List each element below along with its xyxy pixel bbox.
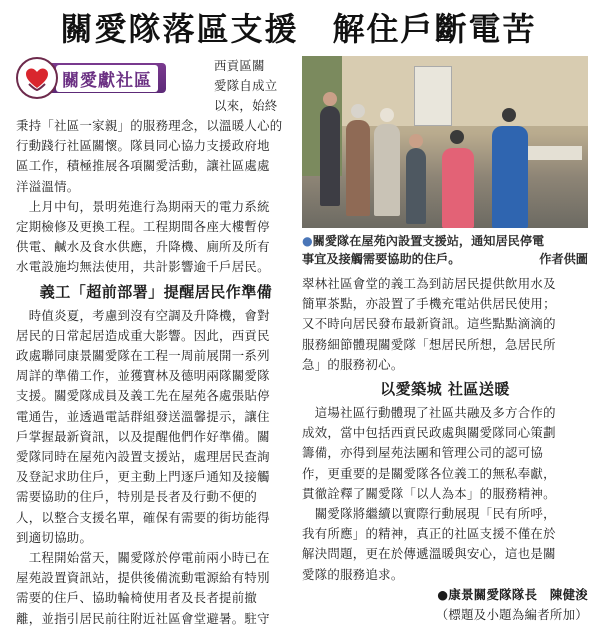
text-line: 支援。關愛隊成員及義工先在屋苑各處張貼停 (16, 388, 270, 404)
text-line: 解決問題，更在於傳遞溫暖與安心，這也是關 (302, 546, 556, 562)
article-body-right (302, 274, 588, 625)
photo-caption (302, 232, 588, 268)
text-line: 工程開始當天，關愛隊於停電前兩小時已在 (16, 550, 270, 566)
news-photo (302, 56, 588, 228)
text-line: 人，以整合支援名單，確保有需要的街坊能得 (16, 509, 270, 525)
text-line: 關愛隊將繼續以實際行動展現「民有所呼， (302, 506, 556, 522)
intro-right-line: 西貢區關 (214, 58, 265, 73)
subheading-2: 以愛築城 社區送暖 (380, 380, 510, 399)
caption-line (302, 232, 588, 250)
photo-person-head (502, 108, 516, 122)
photo-person-head (351, 104, 365, 118)
logo-text: 關愛獻社區 (56, 65, 158, 92)
author-signature: ●康景關愛隊隊長 陳健浚 (437, 586, 588, 602)
text-line: 作，更重要的是關愛隊各位義工的無私奉獻， (302, 465, 556, 481)
text-line: 電通告，並透過電話群組發送溫馨提示，讓住 (16, 408, 270, 424)
photo-credit: 作者供圖 (539, 252, 588, 266)
text-line: 這場社區行動體現了社區共融及多方合作的 (302, 405, 556, 421)
photo-person-head (323, 92, 337, 106)
intro-right-lines (214, 56, 296, 117)
text-line: 又不時向居民發布最新資訊。這些點點滴滴的 (302, 316, 556, 332)
text-line: 行動踐行社區關懷。隊員同心協力支援政府地 (16, 138, 270, 154)
text-line: 服務細節體現關愛隊「想居民所想，急居民所 (302, 336, 556, 352)
photo-person-head (380, 108, 394, 122)
text-line: 戶掌握最新資訊，以及提醒他們作好準備。關 (16, 428, 270, 444)
photo-person (346, 120, 370, 216)
text-line: 秉持「社區一家親」的服務理念，以溫暖人心的 (16, 118, 283, 133)
photo-person (442, 148, 474, 228)
text-line: 及登記求助住戶，更主動上門逐戶通知及接觸 (16, 469, 270, 485)
column-logo (16, 56, 176, 100)
text-line: 定期檢修及更換工程。工程期間各座大樓暫停 (16, 219, 270, 235)
text-line: 籌備，亦得到屋苑法團和管理公司的認可協 (302, 445, 544, 461)
photo-person (374, 124, 400, 216)
intro-right-line: 以來，始終 (214, 98, 278, 114)
photo-person (320, 106, 340, 206)
photo-person (492, 126, 528, 228)
caption-text: 關愛隊在屋苑內設置支援站，通知居民停電 (312, 234, 545, 248)
headline: 關愛隊落區支援 解住戶斷電苦 (60, 10, 537, 48)
text-line: 需要的住戶、協助輪椅使用者及長者提前撤 (16, 590, 258, 606)
caption-bullet: ● (302, 234, 313, 248)
text-line: 簡單茶點，亦設置了手機充電站供居民使用； (302, 296, 556, 312)
text-line: 貫徹詮釋了關愛隊「以人為本」的服務精神。 (302, 485, 556, 501)
text-line: 離，並指引居民前往附近社區會堂避暑。駐守 (16, 610, 270, 626)
text-line: 供電、鹹水及食水供應，升降機、廁所及所有 (16, 239, 270, 255)
caption-line (302, 250, 588, 268)
text-line: 翠林社區會堂的義工為到訪居民提供飲用水及 (302, 276, 556, 291)
caption-text: 事宜及接觸需要協助的住戶。 (302, 252, 461, 266)
logo-banner (48, 63, 166, 93)
photo-person (406, 148, 426, 224)
heart-hands-icon (16, 57, 58, 99)
text-line: 成效，當中包括西貢民政處與關愛隊同心策劃 (302, 425, 556, 441)
text-line: 水電設施均無法使用，共計影響逾千戶居民。 (16, 259, 270, 275)
photo-poster (414, 66, 452, 126)
text-line: 居民的日常起居造成重大影響。因此，西貢民 (16, 327, 270, 343)
text-line: 愛隊的服務追求。 (302, 566, 404, 582)
intro-right-line: 愛隊自成立 (214, 78, 278, 94)
article-body-left (16, 116, 296, 629)
text-line: 需要協助的住戶，特別是長者及行動不便的 (16, 489, 258, 505)
text-line: 我有所應」的精神，真正的社區支援不僅在於 (302, 526, 556, 542)
text-line: 周詳的準備工作，並獲寶林及德明兩隊關愛隊 (16, 368, 270, 384)
text-line: 屋苑設置資訊站，提供後備流動電源給有特別 (16, 570, 270, 586)
text-line: 政處聯同康景關愛隊在工程一周前展開一系列 (16, 348, 270, 364)
text-line: 愛隊同時在屋苑內設置支援站，處理居民查詢 (16, 449, 270, 465)
text-line: 區工作，積極推展各項關愛活動，讓社區處處 (16, 158, 270, 174)
text-line: 上月中旬，景明苑進行為期兩天的電力系統 (16, 198, 270, 214)
text-line: 到適切協助。 (16, 529, 93, 545)
photo-person-head (450, 130, 464, 144)
text-line: 洋溢溫情。 (16, 178, 80, 194)
subheading-1: 義工「超前部署」提醒居民作準備 (39, 282, 273, 301)
text-line: 急」的服務初心。 (302, 356, 404, 372)
photo-person-head (409, 134, 423, 148)
editor-note: （標題及小題為編者所加） (435, 606, 588, 622)
text-line: 時值炎夏，考慮到沒有空調及升降機，會對 (16, 307, 270, 323)
